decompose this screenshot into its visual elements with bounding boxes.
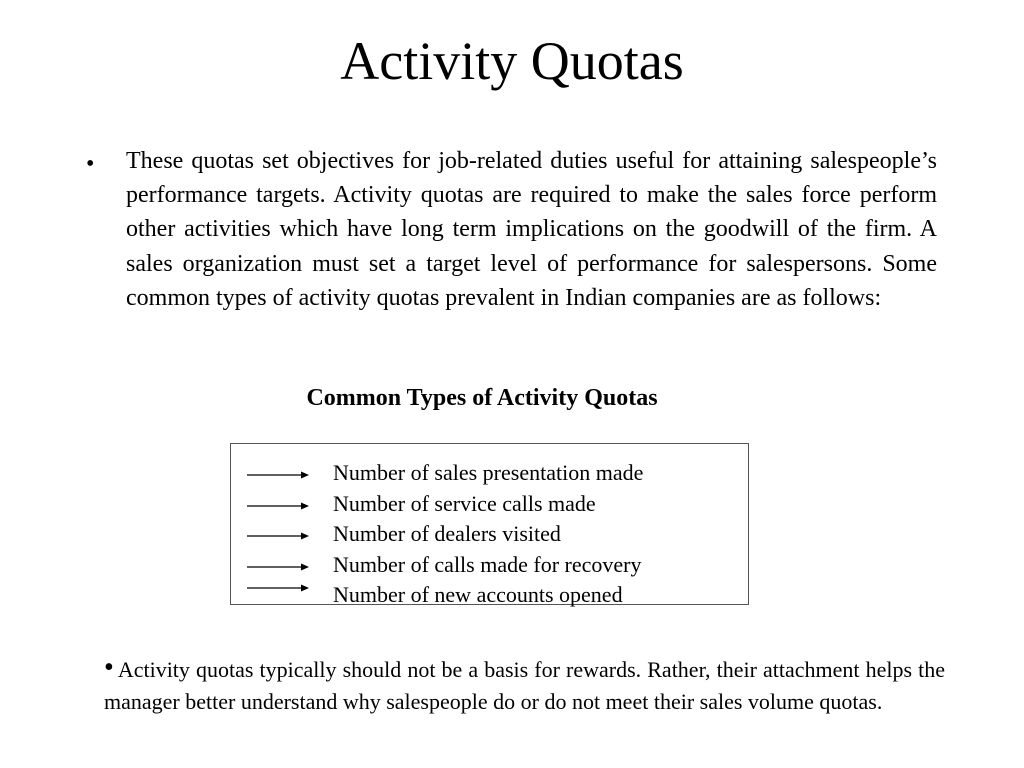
quota-type-item xyxy=(247,519,737,549)
slide-title: Activity Quotas xyxy=(340,31,684,91)
right-arrow-icon xyxy=(247,471,309,479)
quota-type-label: Number of calls made for recovery xyxy=(333,552,642,577)
bullet-marker: • xyxy=(104,652,114,683)
note-paragraph xyxy=(104,652,945,718)
right-arrow-icon xyxy=(247,584,309,592)
right-arrow-icon xyxy=(247,563,309,571)
quota-type-label: Number of new accounts opened xyxy=(333,582,623,607)
quota-type-label: Number of sales presentation made xyxy=(333,460,644,485)
types-heading: Common Types of Activity Quotas xyxy=(306,385,658,411)
bullet-marker: • xyxy=(86,151,95,177)
quota-type-item xyxy=(247,458,737,488)
note-text: Activity quotas typically should not be a basis for rewards. Rather, their attachment helps the manager better understand why salespeople do or do not meet their sales volume quotas. xyxy=(104,657,945,714)
quota-type-item xyxy=(247,580,737,610)
quota-type-item xyxy=(247,550,737,580)
intro-paragraph: These quotas set objectives for job-related duties useful for attaining salespeople’s performance targets. Activity quotas are required to make the sales force perform other activities which have long term implications on the goodwill of the firm. A sales organization must set a target level of performance for salespersons. Some common types of activity quotas prevalent in Indian companies are as follows: xyxy=(126,148,937,311)
quota-type-label: Number of service calls made xyxy=(333,491,596,516)
quota-types-box xyxy=(230,443,749,605)
right-arrow-icon xyxy=(247,532,309,540)
right-arrow-icon xyxy=(247,502,309,510)
quota-type-label: Number of dealers visited xyxy=(333,521,561,546)
quota-type-item xyxy=(247,489,737,519)
